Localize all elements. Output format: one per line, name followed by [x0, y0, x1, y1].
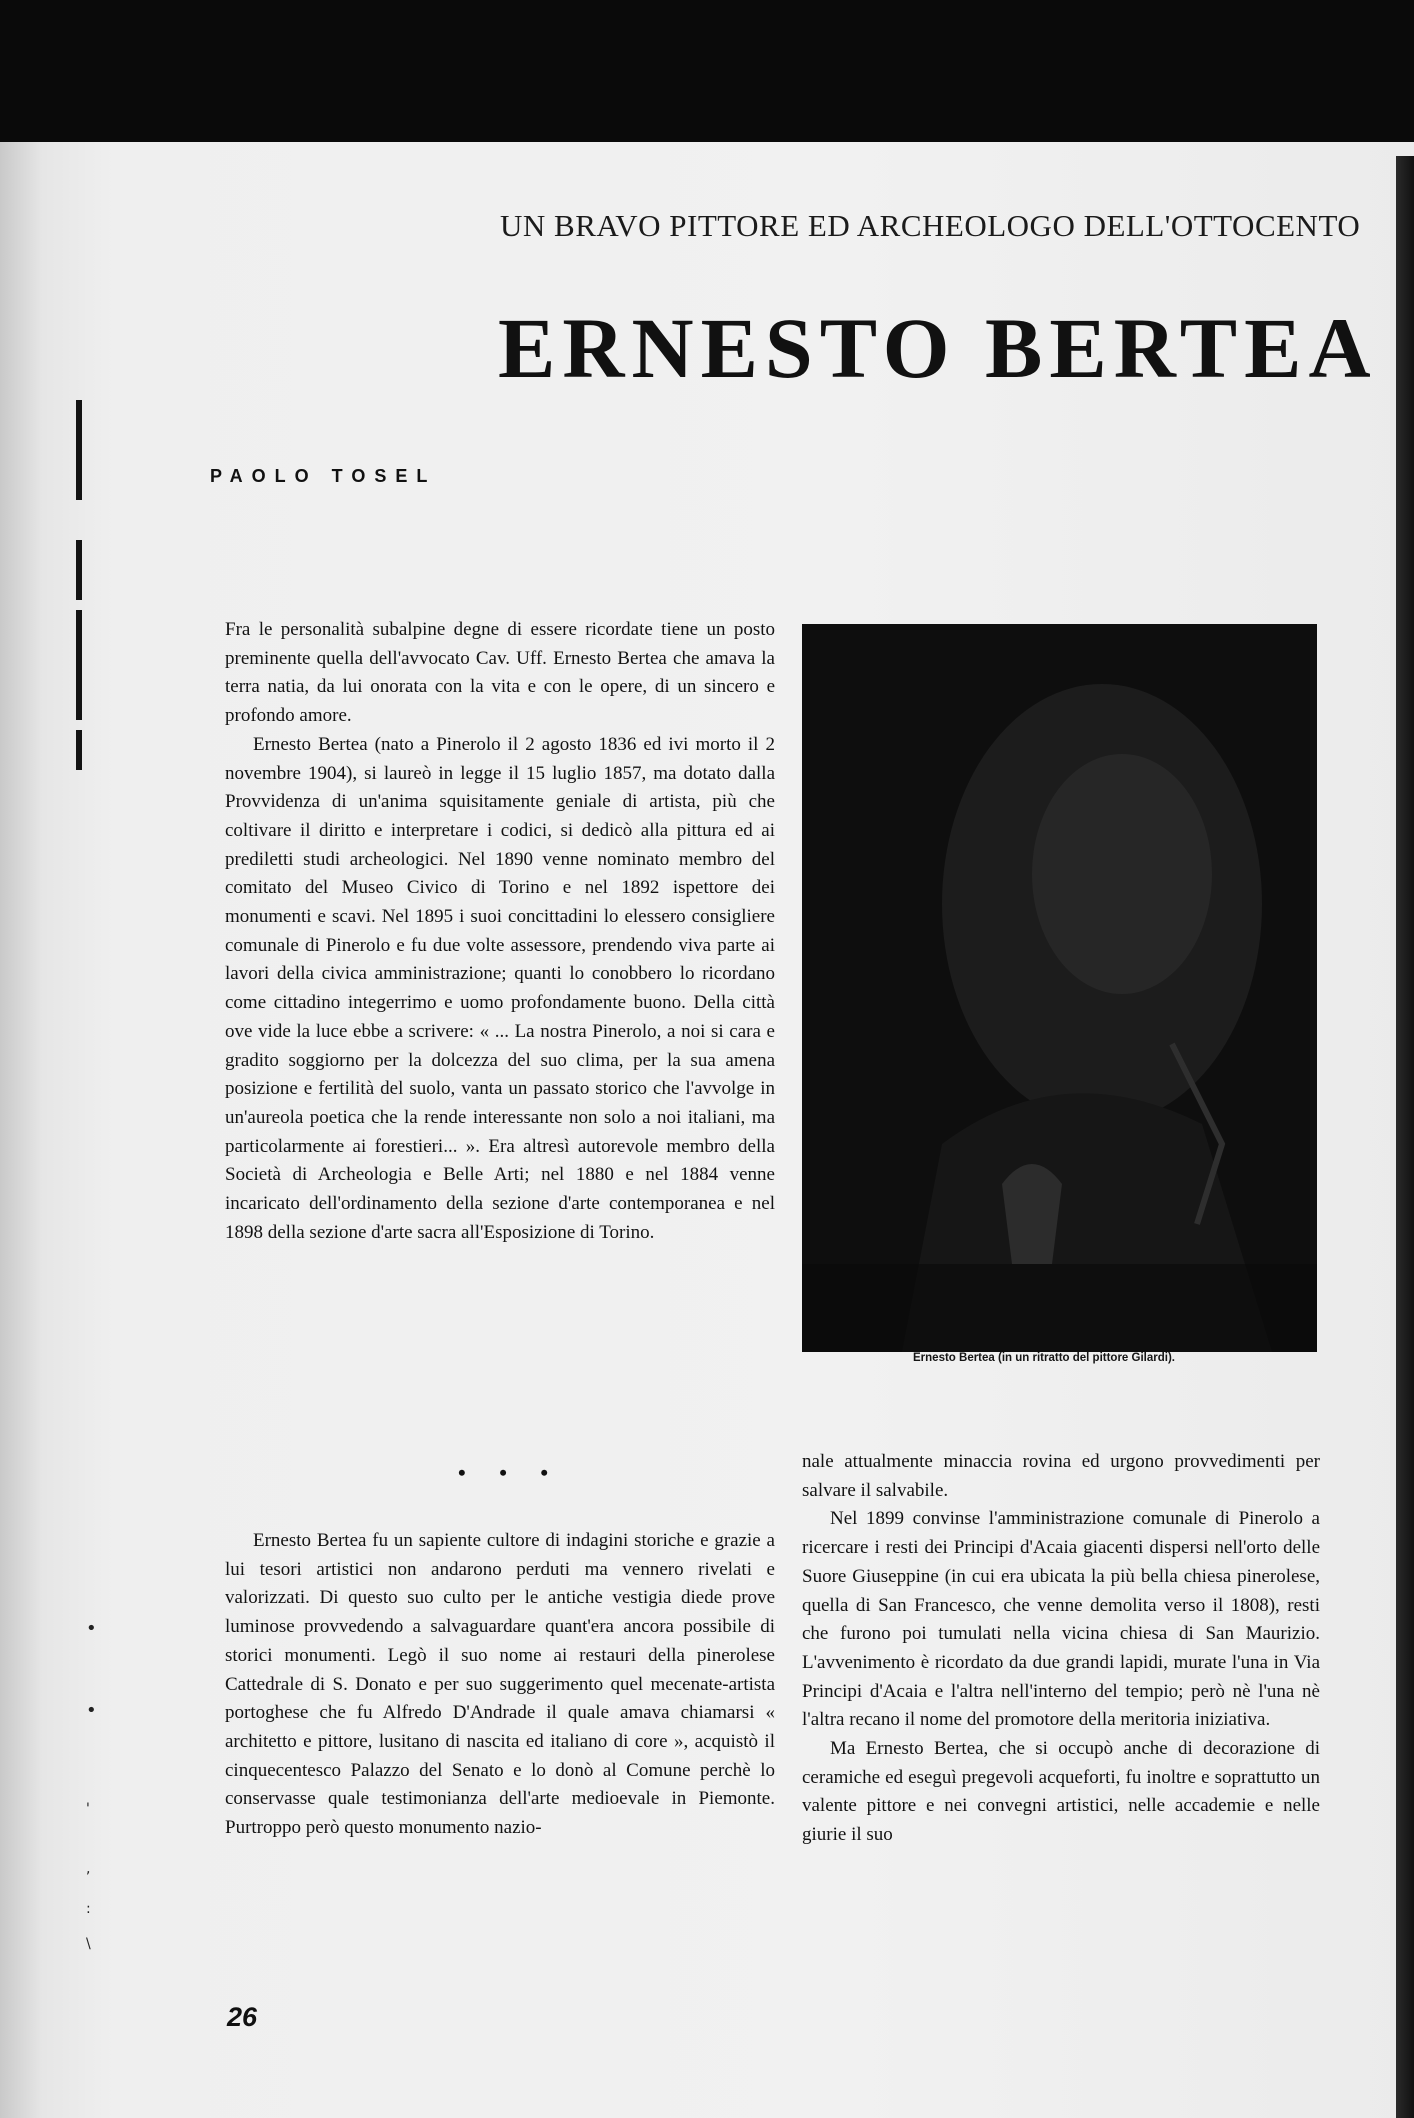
margin-tick: ' — [86, 1801, 90, 1817]
paragraph: Fra le personalità subalpine degne di essere ricordate tiene un posto preminente quella dell'avvocato Cav. Uff. Ernesto Bertea che amava la terra natia, da lui onorata con la vita e con le opere, di un sincero e profondo amore. — [225, 619, 775, 727]
right-column — [802, 1448, 1320, 1850]
paragraph: nale attualmente minaccia rovina ed urgono provvedimenti per salvare il salvabile. — [802, 1451, 1320, 1501]
scan-right-border — [1396, 156, 1414, 2118]
binding-edge-mark — [76, 730, 82, 770]
scan-top-border — [0, 0, 1414, 150]
paragraph: Ernesto Bertea fu un sapiente cultore di indagini storiche e grazie a lui tesori artistici non andarono perduti ma vennero rivelati e valorizzati. Di questo suo culto per le antiche vestigia diede prove luminose provvedendo a salvaguardare quant'era ancora possibile di storici monumenti. Legò il suo nome ai restauri della pinerolese Cattedrale di S. Donato e per suo suggerimento quel mecenate-artista portoghese che fu Alfredo D'Andrade il quale amava chiamarsi « architetto e pittore, lusitano di nascita ed italiano di core », acquistò il cinquecentesco Palazzo del Senato e lo donò al Comune perchè lo conservasse quale testimonianza dell'arte medioevale in Piemonte. Purtroppo però questo monumento nazio- — [225, 1530, 775, 1839]
paragraph: Ma Ernesto Bertea, che si occupò anche di decorazione di ceramiche ed eseguì pregevoli acqueforti, fu inoltre e soprattutto un valente pittore e nei convegni artistici, nelle accademie e nelle giurie il suo — [802, 1738, 1320, 1846]
portrait-image — [802, 624, 1317, 1352]
binding-edge-mark — [76, 540, 82, 600]
portrait-photo — [802, 624, 1317, 1352]
left-column-lower — [225, 1527, 775, 1843]
margin-dot: • — [86, 1700, 97, 1721]
article-title: ERNESTO BERTEA — [498, 300, 1378, 396]
margin-dot: • — [86, 1618, 97, 1639]
article-author: PAOLO TOSEL — [210, 466, 437, 486]
binding-edge-mark — [76, 400, 82, 500]
margin-tick: : — [86, 1901, 91, 1917]
page-number: 26 — [227, 2002, 258, 2032]
left-column-upper — [225, 616, 775, 1247]
margin-tick: \ — [86, 1936, 91, 1952]
section-separator: • • • — [458, 1460, 563, 1485]
paragraph: Ernesto Bertea (nato a Pinerolo il 2 agosto 1836 ed ivi morto il 2 novembre 1904), si laureò in legge il 15 luglio 1857, ma dotato dalla Provvidenza di un'anima squisitamente geniale di artista, più che coltivare il diritto e interpretare i codici, si dedicò alla pittura ed ai prediletti studi archeologici. Nel 1890 venne nominato membro del comitato del Museo Civico di Torino e nel 1892 ispettore dei monumenti e scavi. Nel 1895 i suoi concittadini lo elessero consigliere comunale di Pinerolo e fu due volte assessore, prendendo viva parte ai lavori della civica amministrazione; quanti lo conobbero lo ricordano come cittadino integerrimo e uomo profondamente buono. Della città ove vide la luce ebbe a scrivere: « ... La nostra Pinerolo, a noi si cara e gradito soggiorno per la dolcezza del suo clima, per la sua amena posizione e fertilità del suolo, vanta un passato storico che l'avvolge in un'aureola poetica che la rende interessante non solo a noi italiani, ma particolarmente ai forestieri... ». Era altresì autorevole membro della Società di Archeologia e Belle Arti; nel 1880 e nel 1884 venne incaricato dell'ordinamento della sezione d'arte contemporanea e nel 1898 della sezione d'arte sacra all'Esposizione di Torino. — [225, 733, 775, 1243]
paragraph: Nel 1899 convinse l'amministrazione comunale di Pinerolo a ricercare i resti dei Principi d'Acaia giacenti dispersi nell'orto delle Suore Giuseppine (in cui era ubicata la più bella chiesa pinerolese, quella di San Francesco, che venne demolita verso il 1808), resti che furono poi tumulati nella vicina chiesa di San Maurizio. L'avvenimento è ricordato da due grandi lapidi, murate l'una in Via Principi d'Acaia e l'altra nell'interno del tempio; però nè l'una nè l'altra recano il nome del promotore della meritoria iniziativa. — [802, 1508, 1320, 1731]
binding-edge-mark — [76, 610, 82, 720]
margin-tick: , — [86, 1861, 91, 1877]
photo-caption: Ernesto Bertea (in un ritratto del pittore Gilardi). — [913, 1352, 1175, 1364]
article-subtitle: UN BRAVO PITTORE ED ARCHEOLOGO DELL'OTTOCENTO — [500, 208, 1361, 243]
